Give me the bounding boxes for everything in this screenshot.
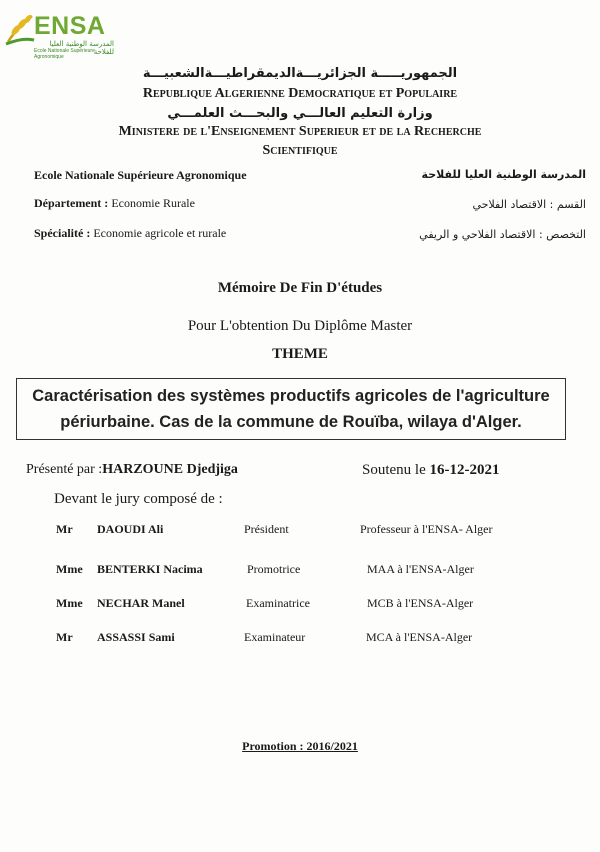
jury-row [0, 596, 600, 616]
jury-role: Examinateur [244, 630, 306, 644]
presented-label: Présenté par : [26, 462, 103, 477]
jury-row [0, 522, 600, 542]
jury-role: Promotrice [247, 562, 301, 576]
department-value: Economie Rurale [111, 196, 195, 210]
speciality-label: Spécialité : [34, 226, 91, 240]
theme-box [16, 378, 566, 440]
presented-by [26, 462, 238, 478]
speciality-ar: التخصص : الاقتصاد الفلاحي و الريفي [419, 228, 586, 241]
memoire-title: Mémoire De Fin D'études [217, 280, 383, 296]
jury-title: Mme [56, 562, 83, 576]
ministry-fr-line1: Ministere de l'Enseignement Superieur et de la Recherche [118, 124, 482, 139]
date-value: 16-12-2021 [429, 462, 500, 478]
jury-name: NECHAR Manel [97, 596, 185, 610]
theme-label: THEME [272, 346, 328, 362]
department-ar: القسم : الاقتصاد الفلاحي [472, 198, 586, 211]
presenter-name: HARZOUNE Djedjiga [102, 462, 238, 477]
jury-position: MAA à l'ENSA-Alger [367, 562, 474, 576]
logo-name: ENSA [34, 12, 106, 40]
theme-text: Caractérisation des systèmes productifs agricoles de l'agriculture périurbaine. Cas de la commune de Rouïba, wilaya d'Alger. [32, 387, 550, 431]
defense-date [362, 462, 500, 479]
ministry-ar: وزارة التعليم العالـــي والبحـــث العلمـــي [167, 106, 433, 121]
jury-name: DAOUDI Ali [97, 522, 164, 536]
school-name-fr: Ecole Nationale Supérieure Agronomique [34, 168, 247, 182]
department-label: Département : [34, 196, 109, 210]
jury-position: Professeur à l'ENSA- Alger [360, 522, 493, 536]
republic-ar: الجمهوريـــــة الجزائريـــةالديمقراطيـــةالشعبيـــة [142, 66, 458, 81]
jury-title: Mr [56, 522, 73, 536]
memoire-purpose: Pour L'obtention Du Diplôme Master [187, 318, 413, 334]
jury-row [0, 630, 600, 650]
jury-name: BENTERKI Nacima [97, 562, 203, 576]
defended-label: Soutenu le [362, 462, 426, 478]
wheat-icon [4, 12, 36, 46]
promotion: Promotion : 2016/2021 [242, 739, 358, 753]
speciality [34, 226, 226, 241]
jury-title: Mme [56, 596, 83, 610]
jury-title: Mr [56, 630, 73, 644]
ministry-fr-line2: Scientifique [262, 143, 338, 158]
logo-subtitle-fr: Ecole Nationale Supérieure Agronomique [34, 48, 95, 60]
speciality-value: Economie agricole et rurale [93, 226, 227, 240]
jury-position: MCB à l'ENSA-Alger [367, 596, 474, 610]
ensa-logo [4, 8, 114, 60]
jury-row [0, 562, 600, 582]
logo-subtitle-ar: المدرسة الوطنية العليا للفلاحة [49, 40, 114, 56]
jury-role: Président [244, 522, 289, 536]
jury-position: MCA à l'ENSA-Alger [366, 630, 473, 644]
jury-intro: Devant le jury composé de : [54, 491, 223, 507]
department [34, 196, 195, 211]
jury-role: Examinatrice [246, 596, 310, 610]
republic-fr: Republique Algerienne Democratique et Populaire [142, 86, 458, 101]
school-name-ar: المدرسة الوطنية العليا للفلاحة [421, 168, 586, 181]
jury-name: ASSASSI Sami [97, 630, 175, 644]
